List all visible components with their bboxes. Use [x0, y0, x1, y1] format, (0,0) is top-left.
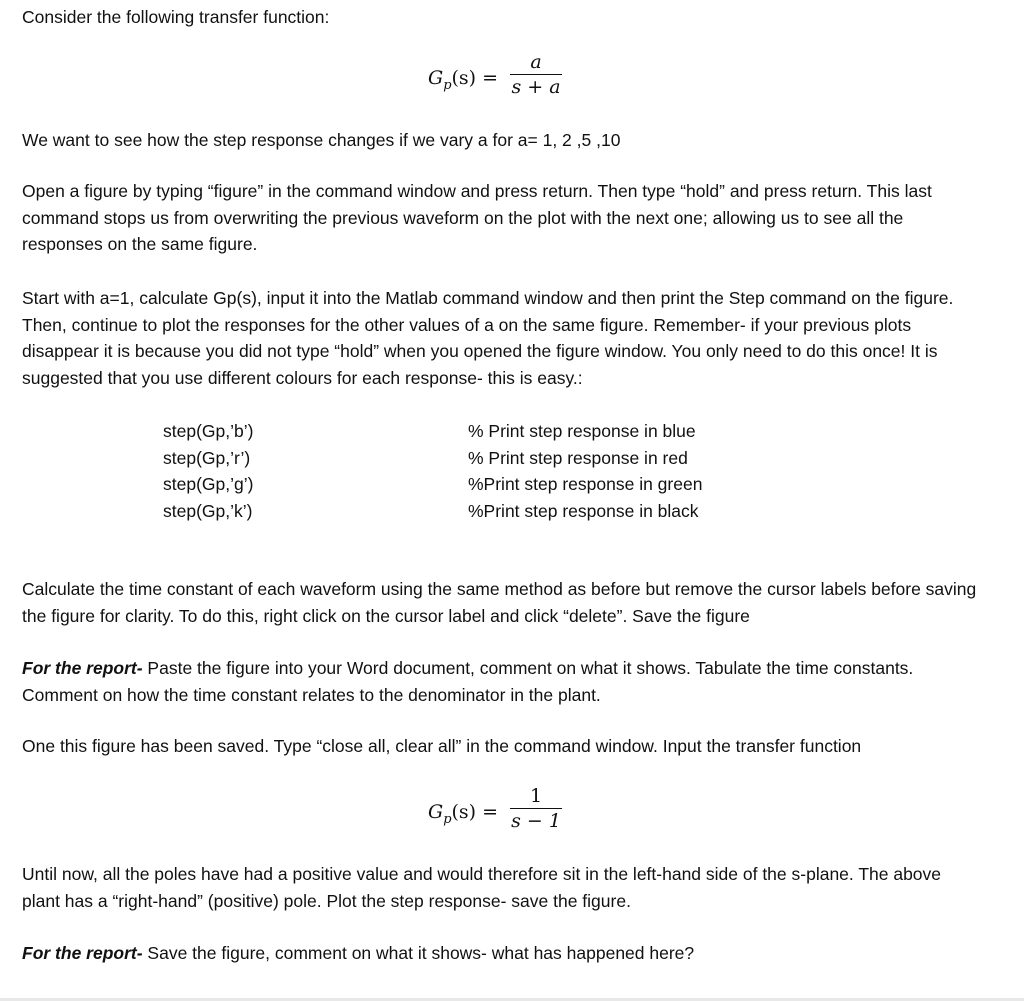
report-label: For the report-	[22, 943, 143, 963]
code-comment: % Print step response in red	[468, 447, 688, 468]
intro-text: Consider the following transfer function:	[22, 7, 330, 27]
equation-fraction	[510, 784, 562, 833]
equation-fraction	[510, 50, 562, 99]
report-paragraph-2: For the report- Save the figure, comment on what it shows- what has happened here?	[22, 943, 695, 963]
start-paragraph: Start with a=1, calculate Gp(s), input it into the Matlab command window and then print the Step command on the figure. Then, continue to plot the responses for the other values of a on the same figure. Remember- if your previous plots disappear it is because you did not type “hold” when you opened the figure window. You only need to do this once! It is suggested that you use different colours for each response- this is easy.:	[22, 288, 954, 388]
report-paragraph-1: For the report- Paste the figure into your Word document, comment on what it shows. Tabulate the time constants. Comment on how the time constant relates to the denominator in the plant.	[22, 658, 914, 705]
code-commands	[163, 418, 443, 524]
transfer-function-equation-1	[428, 50, 568, 106]
equation-lhs: $G_p(s)$ =	[428, 801, 499, 827]
poles-paragraph: Until now, all the poles have had a positive value and would therefore sit in the left-hand side of the s-plane. The above plant has a “right-hand” (positive) pole. Plot the step response- save the figure.	[22, 864, 942, 911]
transfer-function-equation-2	[428, 784, 568, 840]
code-comment: % Print step response in blue	[468, 421, 696, 441]
equation-denominator: s + a	[511, 76, 561, 99]
code-comments	[468, 418, 788, 524]
code-line: step(Gp,’k’)	[163, 500, 253, 521]
equation-denominator: s − 1	[511, 810, 561, 833]
vary-paragraph: We want to see how the step response changes if we vary a for a= 1, 2 ,5 ,10	[22, 130, 621, 150]
code-comment: %Print step response in black	[468, 500, 699, 521]
figure-paragraph: Open a figure by typing “figure” in the command window and press return. Then type “hold” and press return. This last command stops us from overwriting the previous waveform on the plot with the next one; allowing us to see all the responses on the same figure.	[22, 181, 932, 254]
equation-numerator: a	[530, 51, 542, 73]
report-label: For the report-	[22, 658, 143, 678]
code-line: step(Gp,’g’)	[163, 474, 254, 494]
close-paragraph: One this figure has been saved. Type “close all, clear all” in the command window. Input the transfer function	[22, 736, 862, 756]
code-line: step(Gp,’b’)	[163, 421, 254, 441]
equation-lhs: $G_p(s)$ =	[428, 67, 499, 93]
equation-numerator: 1	[529, 785, 543, 807]
code-line: step(Gp,’r’)	[163, 447, 251, 468]
calculate-paragraph: Calculate the time constant of each waveform using the same method as before but remove the cursor labels before saving the figure for clarity. To do this, right click on the cursor label and click “delete”. Save the figure	[22, 579, 977, 626]
code-comment: %Print step response in green	[468, 474, 703, 494]
